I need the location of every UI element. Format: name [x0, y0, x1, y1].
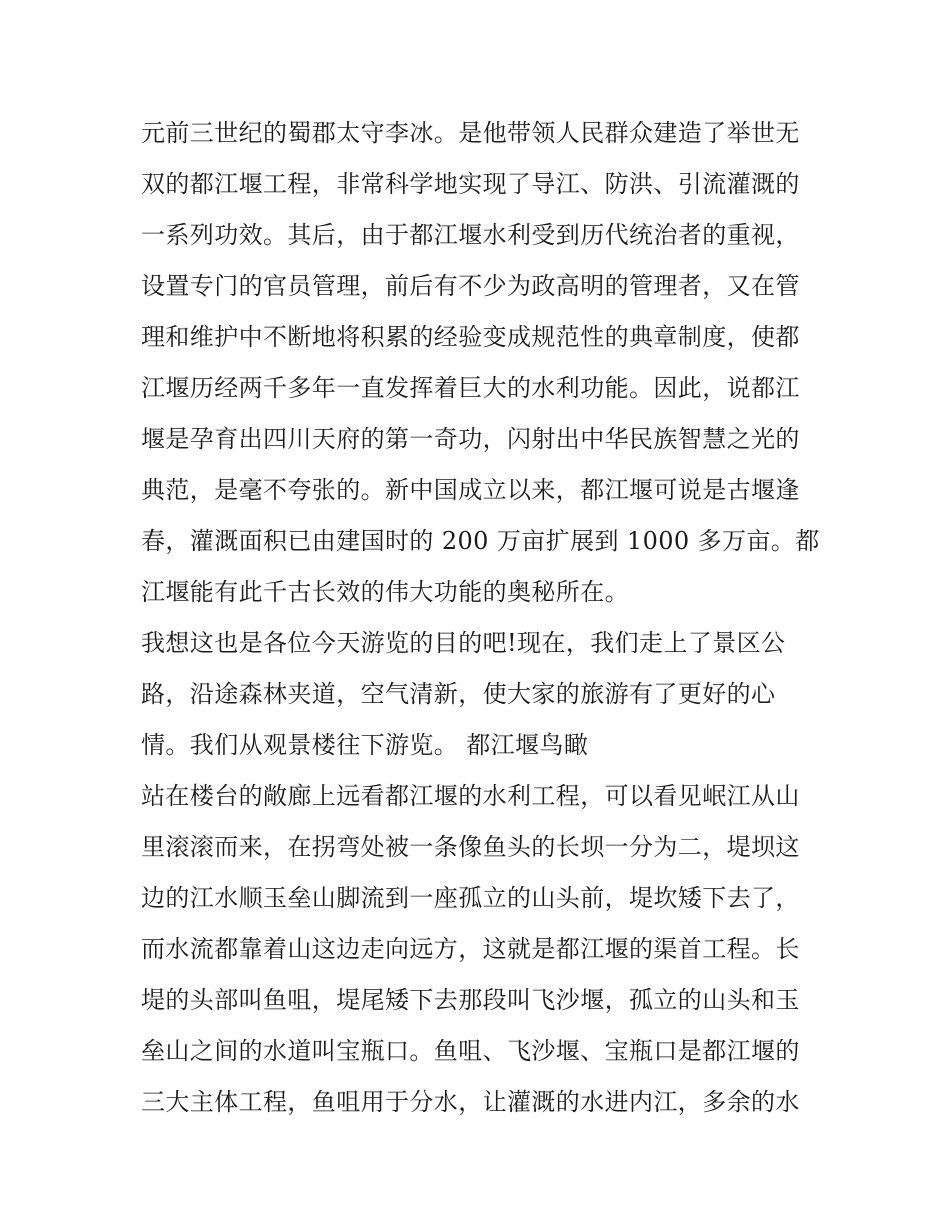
text-line-19: 垒山之间的水道叫宝瓶口。鱼咀、飞沙堰、宝瓶口是都江堰的: [141, 1037, 800, 1065]
text-line-15: 里滚滚而来，在拐弯处被一条像鱼头的长坝一分为二，堤坝这: [141, 833, 800, 861]
text-line-8: 典范，是毫不夸张的。新中国成立以来，都江堰可说是古堰逢: [141, 476, 800, 504]
text-line-10: 江堰能有此千古长效的伟大功能的奥秘所在。: [141, 578, 629, 606]
text-line-2: 双的都江堰工程，非常科学地实现了导江、防洪、引流灌溉的: [141, 170, 800, 198]
text-line-12: 路，沿途森林夹道，空气清新，使大家的旅游有了更好的心: [141, 680, 776, 708]
text-line-13: 情。我们从观景楼往下游览。 都江堰鸟瞰: [141, 731, 589, 759]
text-line-5: 理和维护中不断地将积累的经验变成规范性的典章制度，使都: [141, 323, 800, 351]
text-line-14: 站在楼台的敞廊上远看都江堰的水利工程，可以看见岷江从山: [141, 782, 800, 810]
text-line-6: 江堰历经两千多年一直发挥着巨大的水利功能。因此，说都江: [141, 374, 800, 402]
text-line-16: 边的江水顺玉垒山脚流到一座孤立的山头前，堤坎矮下去了，: [141, 884, 800, 912]
text-line-18: 堤的头部叫鱼咀，堤尾矮下去那段叫飞沙堰，孤立的山头和玉: [141, 986, 800, 1014]
text-line-1: 元前三世纪的蜀郡太守李冰。是他带领人民群众建造了举世无: [141, 119, 800, 147]
text-line-11: 我想这也是各位今天游览的目的吧!现在，我们走上了景区公: [141, 629, 786, 657]
text-line-3: 一系列功效。其后，由于都江堰水利受到历代统治者的重视，: [141, 221, 800, 249]
text-line-17: 而水流都靠着山这边走向远方，这就是都江堰的渠首工程。长: [141, 935, 800, 963]
body-text: [141, 108, 821, 1128]
text-line-20: 三大主体工程，鱼咀用于分水，让灌溉的水进内江，多余的水: [141, 1088, 800, 1116]
text-line-7: 堰是孕育出四川天府的第一奇功，闪射出中华民族智慧之光的: [141, 425, 800, 453]
text-line-9: 春，灌溉面积已由建国时的 200 万亩扩展到 1000 多万亩。都: [141, 527, 820, 555]
text-line-4: 设置专门的官员管理，前后有不少为政高明的管理者，又在管: [141, 272, 800, 300]
